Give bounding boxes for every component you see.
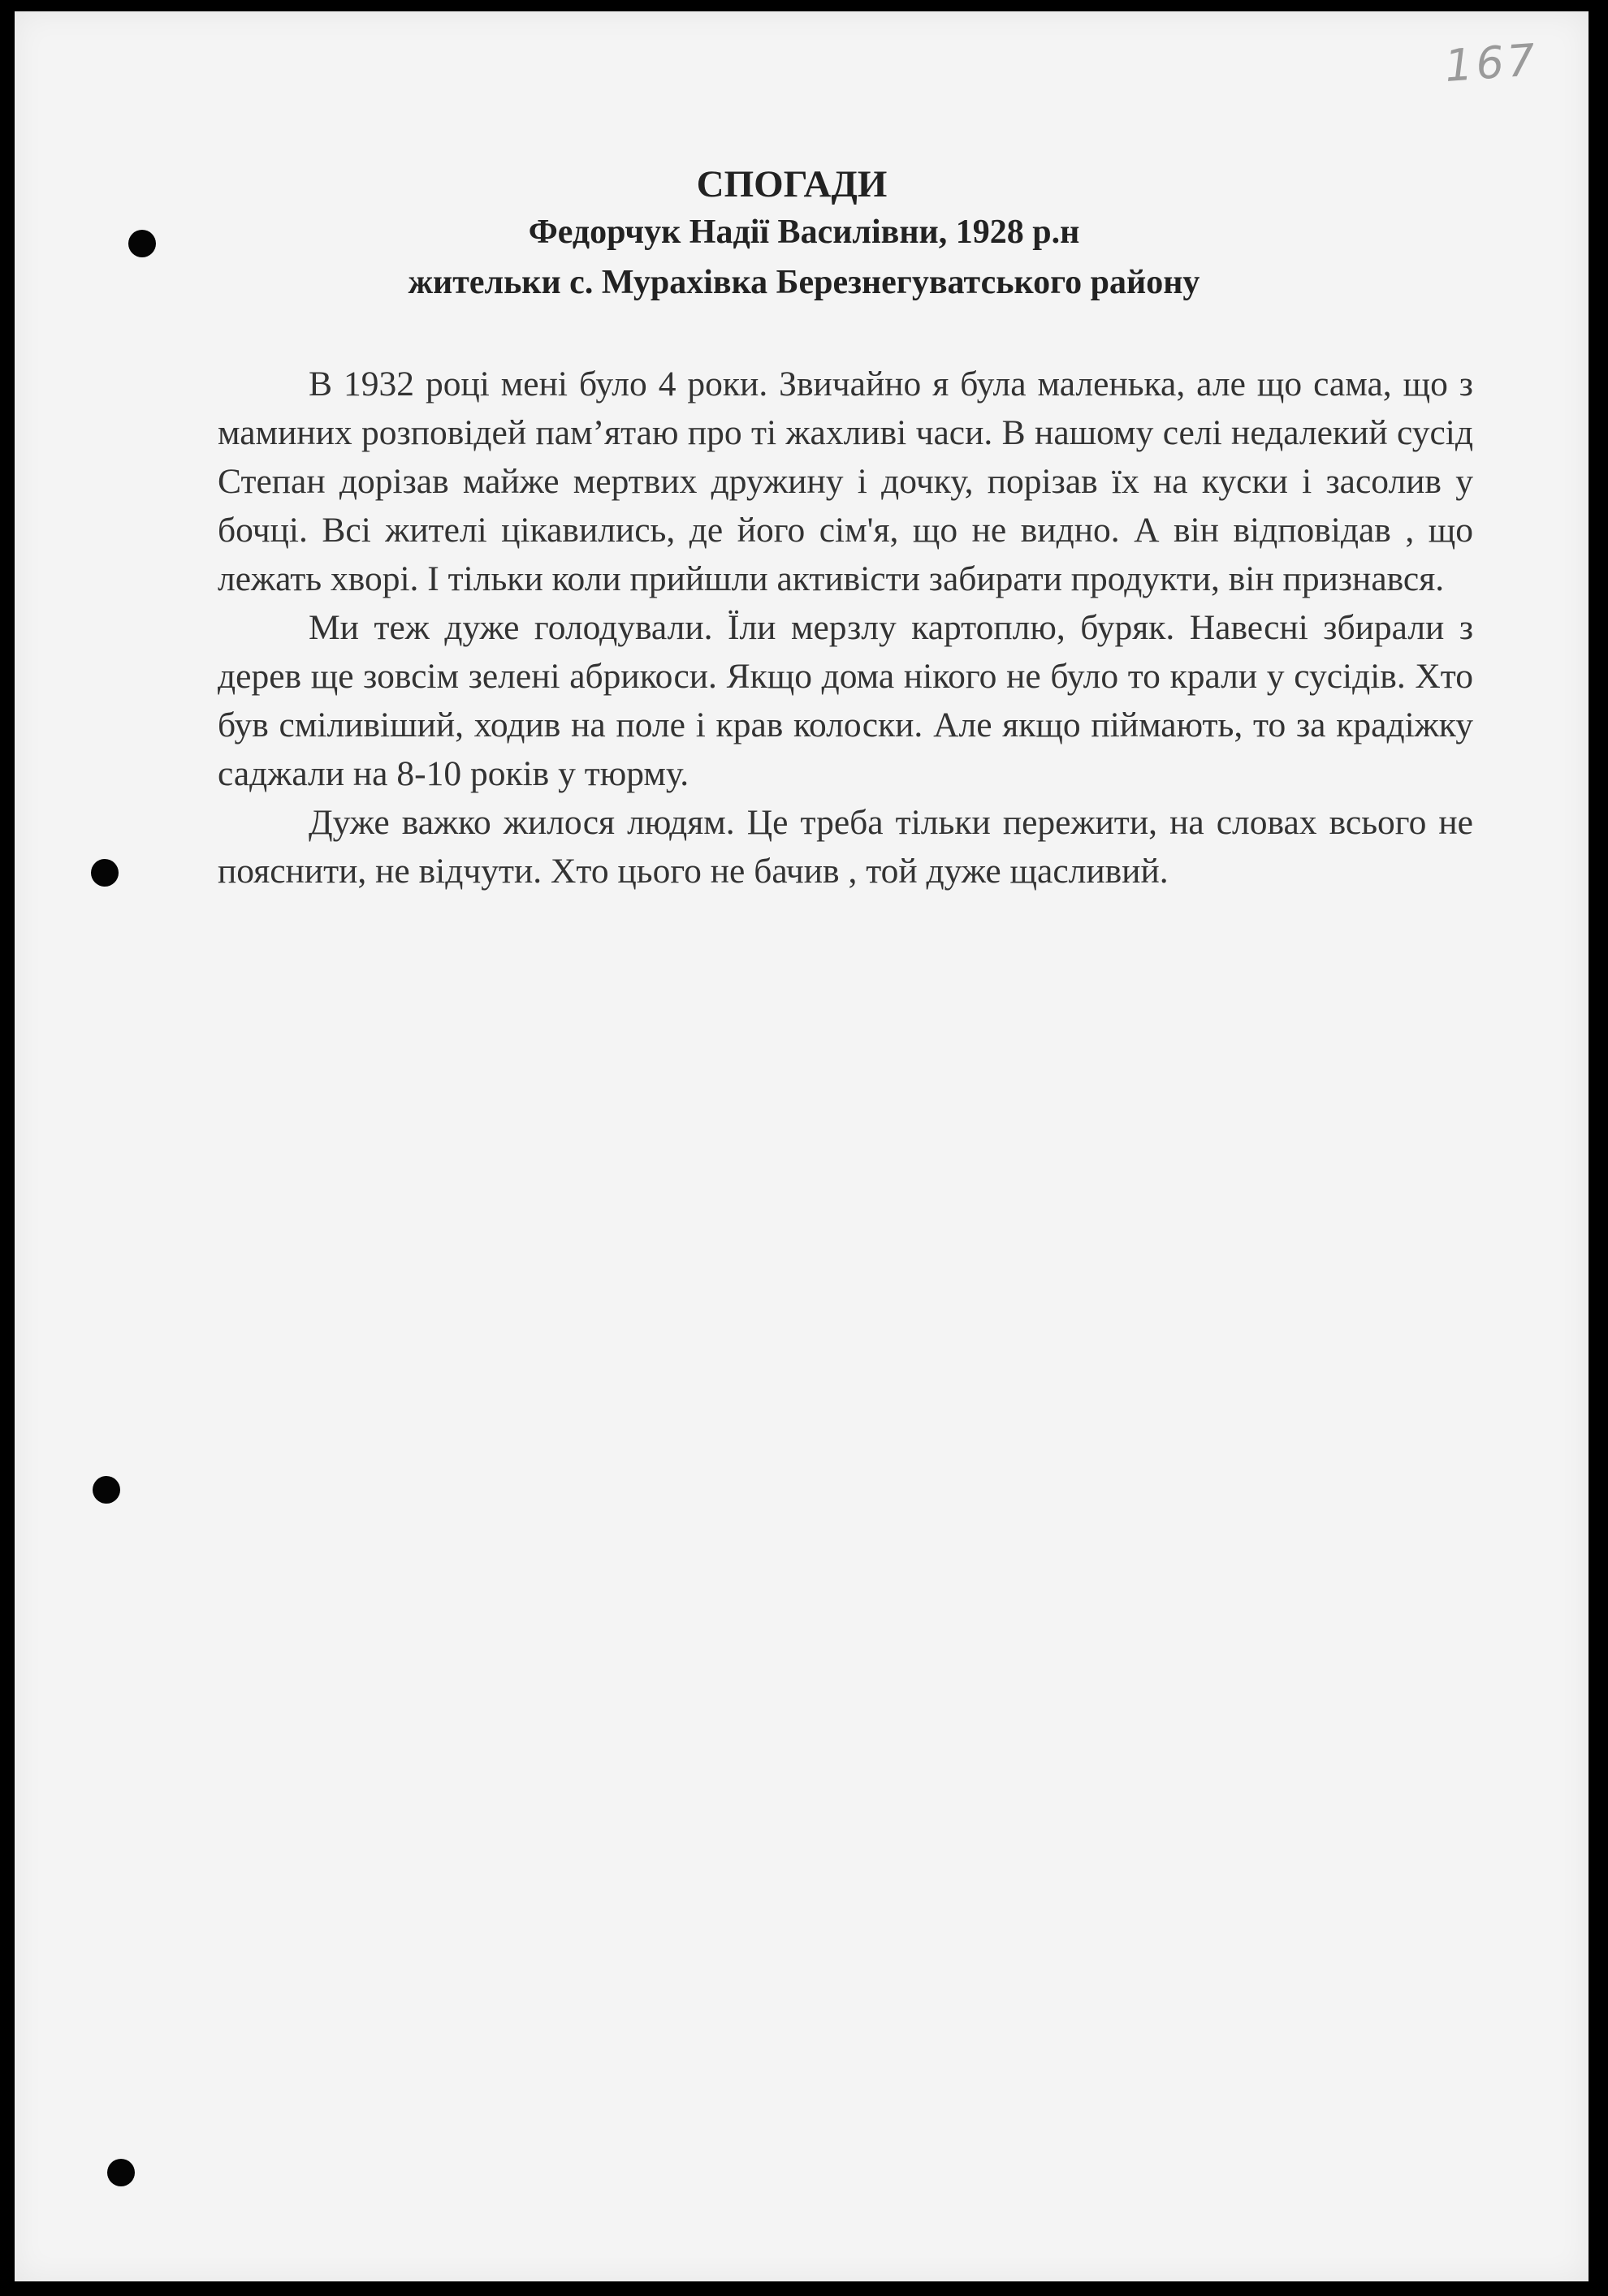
punch-hole-3 bbox=[93, 1476, 120, 1504]
document-title: СПОГАДИ bbox=[696, 163, 888, 205]
document-residence-line: жительки с. Мурахівка Березнегуватського району bbox=[408, 264, 1200, 301]
paragraph-3: Дуже важко жилося людям. Це треба тільки пережити, на словах всього не пояснити, не відчути. Хто цього не бачив , той дуже щасливий. bbox=[218, 803, 1473, 891]
handwritten-page-number: 167 bbox=[1442, 34, 1541, 92]
paragraph-2: Ми теж дуже голодували. Їли мерзлу картоплю, буряк. Навесні збирали з дерев ще зовсім зелені абрикоси. Якщо дома нікого не було то крали у сусідів. Хто був сміливіший, ходив на поле і крав колоски. Але якщо піймають, то за крадіжку саджали на 8-10 років у тюрму. bbox=[218, 608, 1473, 793]
document-page bbox=[15, 11, 1589, 2281]
paragraph-1: В 1932 році мені було 4 роки. Звичайно я була маленька, але що сама, що з маминих розповідей пам’ятаю про ті жахливі часи. В нашому селі недалекий сусід Степан дорізав майже мертвих дружину і дочку, порізав їх на куски і засолив у бочці. Всі жителі цікавились, де його сім'я, що не видно. А він відповідав , що лежать хворі. І тільки коли прийшли активісти забирати продукти, він признався. bbox=[218, 365, 1473, 598]
memoir-text bbox=[218, 360, 1473, 896]
document-author-line: Федорчук Надії Василівни, 1928 р.н bbox=[528, 214, 1080, 251]
punch-hole-4 bbox=[107, 2159, 135, 2186]
punch-hole-2 bbox=[91, 859, 119, 887]
